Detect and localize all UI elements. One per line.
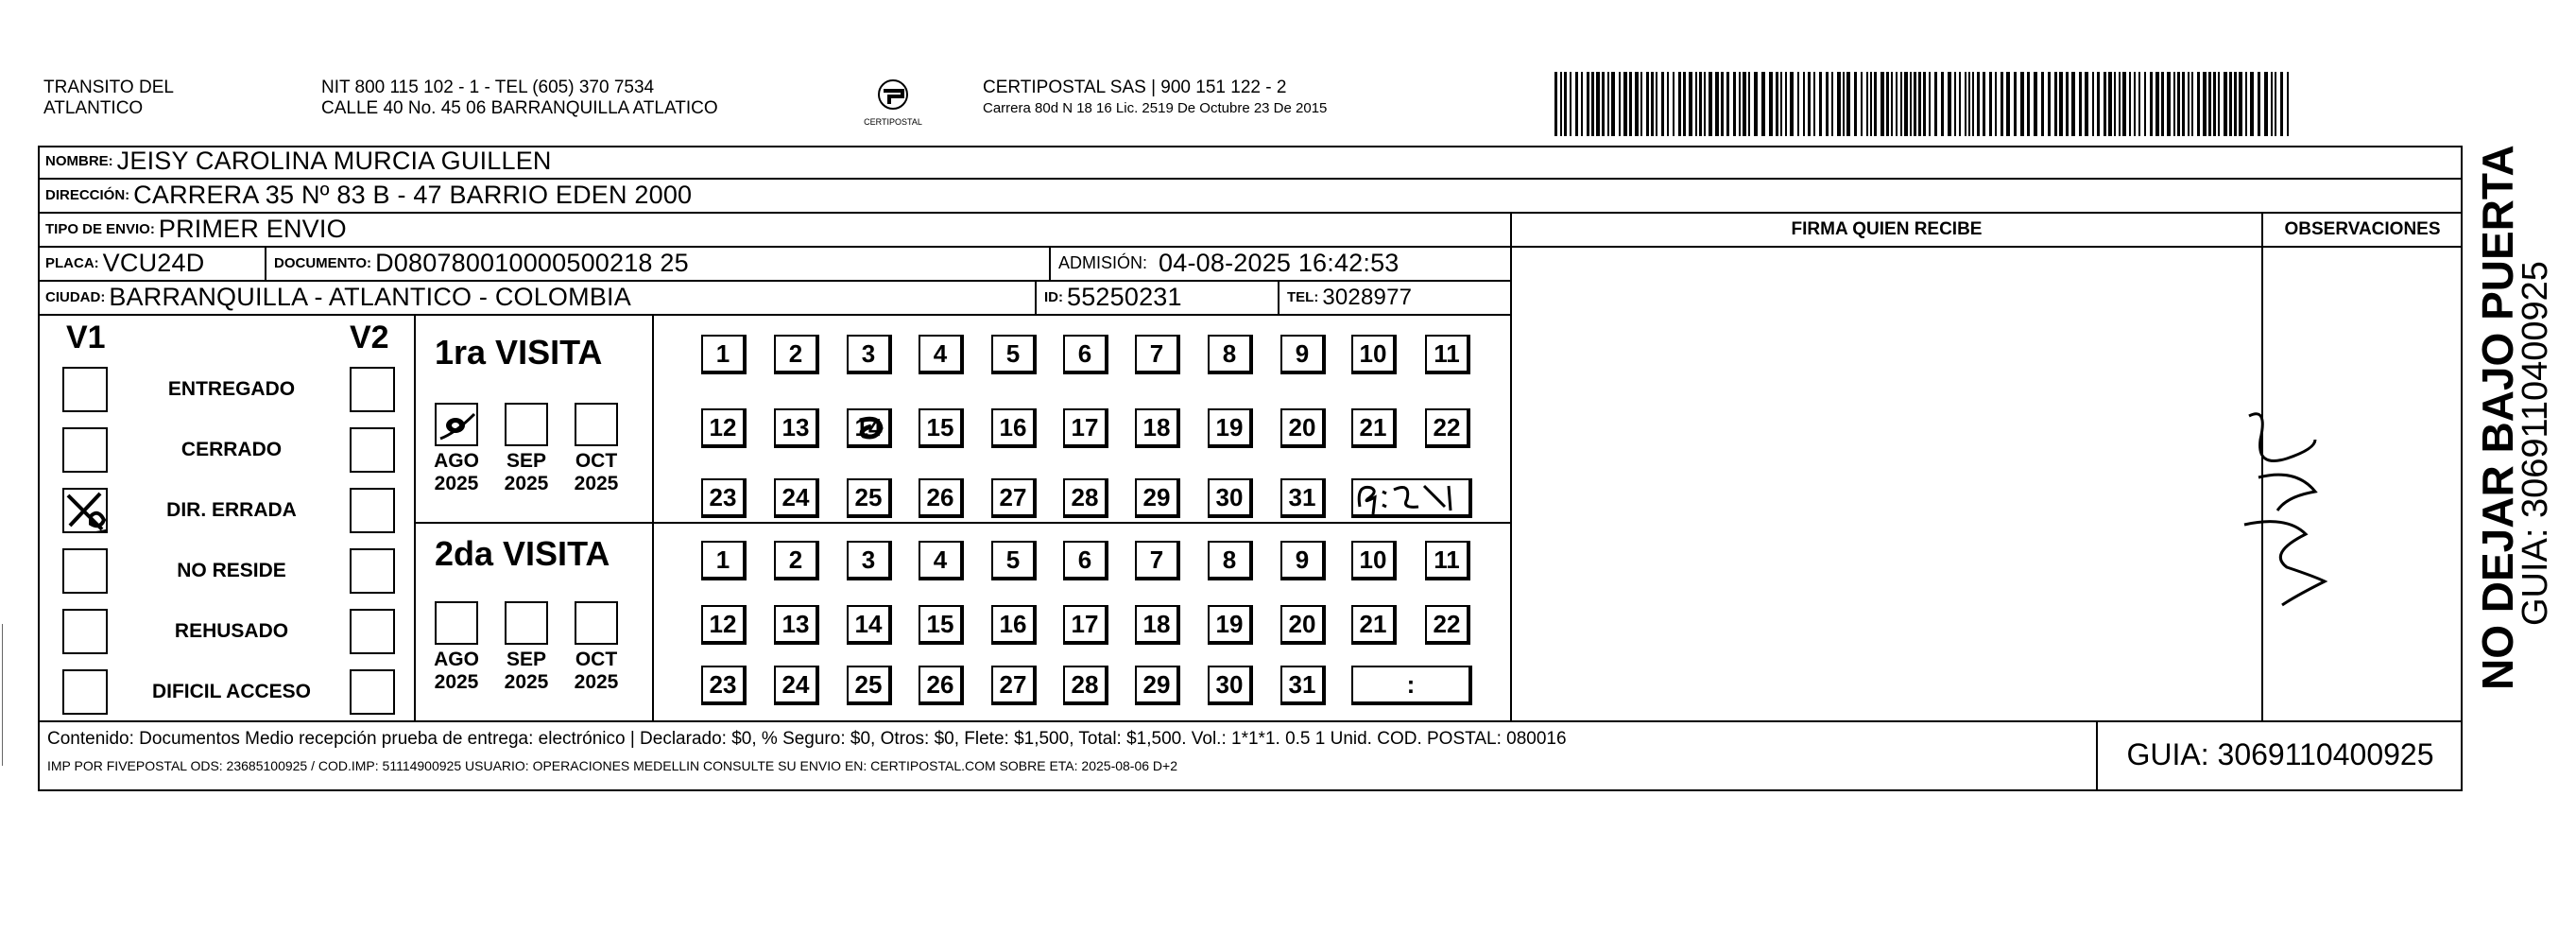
side-notice: NO DEJAR BAJO PUERTA	[2473, 145, 2522, 690]
day-box[interactable]: 18	[1135, 408, 1180, 448]
barcode-bar	[2054, 72, 2057, 136]
barcode-bar	[2271, 72, 2273, 136]
barcode-bar	[1619, 72, 1621, 136]
barcode-bar	[1769, 72, 1773, 136]
barcode-bar	[2197, 72, 2200, 136]
month-label: OCT 2025	[574, 450, 619, 494]
day-box[interactable]: 11	[1425, 541, 1470, 580]
status-label: DIFICIL ACCESO	[151, 681, 311, 702]
v2-checkbox[interactable]	[350, 548, 395, 594]
side-guia: GUIA: 3069110400925	[2516, 261, 2555, 626]
v2-checkbox[interactable]	[350, 609, 395, 654]
day-box[interactable]: 21	[1351, 408, 1397, 448]
v1-checkbox[interactable]	[62, 548, 108, 594]
barcode-bar	[2041, 72, 2044, 136]
barcode-bar	[1587, 72, 1589, 136]
day-box[interactable]: 21	[1351, 605, 1397, 645]
barcode-bar	[1743, 72, 1746, 136]
ciudad-value: BARRANQUILLA - ATLANTICO - COLOMBIA	[109, 283, 631, 311]
org-line2: ATLANTICO	[43, 98, 144, 118]
v2-checkbox[interactable]	[350, 669, 395, 715]
placa-row	[40, 248, 204, 279]
barcode-bar	[1785, 72, 1787, 136]
barcode-bar	[1695, 72, 1697, 136]
day-box[interactable]: 8	[1208, 335, 1253, 374]
day-box[interactable]: 15	[919, 605, 964, 645]
barcode-bar	[2134, 72, 2136, 136]
day-box[interactable]: 13	[774, 605, 819, 645]
barcode-bar	[1581, 72, 1583, 136]
barcode-bar	[1891, 72, 1893, 136]
month-checkbox[interactable]	[505, 403, 548, 446]
barcode-bar	[1748, 72, 1750, 136]
nombre-value: JEISY CAROLINA MURCIA GUILLEN	[116, 147, 552, 175]
barcode-bar	[2245, 72, 2247, 136]
barcode-bar	[1623, 72, 1627, 136]
day-box[interactable]: 5	[991, 335, 1037, 374]
barcode-bar	[2203, 72, 2207, 136]
observaciones-header: OBSERVACIONES	[2284, 219, 2441, 239]
barcode-bar	[1570, 72, 1571, 136]
month-label: OCT 2025	[574, 649, 619, 693]
barcode	[1554, 72, 2301, 136]
barcode-bar	[2066, 72, 2069, 136]
nombre-label: NOMBRE:	[45, 153, 113, 169]
day-box[interactable]: 6	[1063, 541, 1108, 580]
day-mark-icon	[850, 411, 888, 445]
barcode-bar	[1709, 72, 1712, 136]
ciudad-label: CIUDAD:	[45, 289, 106, 305]
barcode-bar	[1629, 72, 1632, 136]
observaciones-handwriting	[2230, 402, 2372, 619]
barcode-bar	[2188, 72, 2190, 136]
barcode-bar	[2114, 72, 2116, 136]
barcode-bar	[2034, 72, 2037, 136]
barcode-bar	[1560, 72, 1562, 136]
day-box[interactable]: 16	[991, 605, 1037, 645]
barcode-bar	[1948, 72, 1951, 136]
barcode-bar	[1667, 72, 1669, 136]
barcode-bar	[1761, 72, 1765, 136]
placa-label: PLACA:	[45, 255, 99, 271]
barcode-bar	[2275, 72, 2276, 136]
barcode-bar	[1870, 72, 1872, 136]
barcode-bar	[2129, 72, 2131, 136]
barcode-bar	[2119, 72, 2121, 136]
day-box[interactable]: 22	[1425, 408, 1470, 448]
day-box[interactable]: 27	[991, 478, 1037, 518]
visit-time-box[interactable]	[1351, 478, 1472, 518]
day-box[interactable]: 26	[919, 666, 964, 705]
day-box[interactable]: 7	[1135, 335, 1180, 374]
barcode-bar	[1673, 72, 1674, 136]
barcode-bar	[1837, 72, 1841, 136]
barcode-bar	[1790, 72, 1794, 136]
barcode-bar	[1983, 72, 1985, 136]
barcode-bar	[1596, 72, 1600, 136]
month-checkbox[interactable]	[505, 601, 548, 645]
status-label: DIR. ERRADA	[166, 499, 297, 521]
tel-value: 3028977	[1322, 284, 1413, 310]
footer-contents: Contenido: Documentos Medio recepción prueba de entrega: electrónico | Declarado: $0, % Seguro: $0, Otros: $0, Flete: $1,500, Total: $1,500. Vol.: 1*1*1. 0.5 1 Unid. COD. POSTAL: 080016	[47, 729, 1567, 749]
barcode-bar	[1704, 72, 1706, 136]
day-box[interactable]: 4	[919, 335, 964, 374]
documento-row	[268, 248, 689, 279]
day-box[interactable]: 2	[774, 541, 819, 580]
v1-checkbox[interactable]	[62, 669, 108, 715]
footer-imp: IMP POR FIVEPOSTAL ODS: 23685100925 / COD.IMP: 51114900925 USUARIO: OPERACIONES MEDELLIN CONSULTE SU ENVIO EN: CERTIPOSTAL.COM SOBRE ETA: 2025-08-06 D+2	[47, 758, 1178, 773]
barcode-bar	[2027, 72, 2030, 136]
barcode-bar	[1886, 72, 1889, 136]
day-box[interactable]: 14	[847, 408, 892, 448]
barcode-bar	[1776, 72, 1778, 136]
nombre-row	[40, 146, 552, 177]
barcode-bar	[1797, 72, 1799, 136]
direccion-label: DIRECCIÓN:	[45, 187, 130, 203]
day-box[interactable]: 5	[991, 541, 1037, 580]
org-contact	[321, 78, 718, 119]
tel-row	[1281, 282, 1412, 313]
barcode-bar	[2071, 72, 2075, 136]
day-box[interactable]: 23	[701, 666, 747, 705]
barcode-bar	[1640, 72, 1642, 136]
barcode-bar	[1914, 72, 1916, 136]
barcode-bar	[1646, 72, 1649, 136]
barcode-bar	[2213, 72, 2216, 136]
status-label: CERRADO	[180, 439, 283, 460]
day-box[interactable]: 24	[774, 478, 819, 518]
day-box[interactable]: 14	[847, 605, 892, 645]
barcode-bar	[1972, 72, 1974, 136]
barcode-bar	[2208, 72, 2211, 136]
tipo-label: TIPO DE ENVIO:	[45, 221, 155, 237]
barcode-bar	[1678, 72, 1681, 136]
barcode-bar	[1866, 72, 1868, 136]
day-box[interactable]: 31	[1280, 666, 1326, 705]
barcode-bar	[1904, 72, 1908, 136]
barcode-bar	[2150, 72, 2153, 136]
barcode-bar	[2191, 72, 2193, 136]
barcode-bar	[2122, 72, 2126, 136]
firma-header: FIRMA QUIEN RECIBE	[1791, 219, 1983, 239]
barcode-bar	[2001, 72, 2003, 136]
barcode-bar	[1726, 72, 1729, 136]
documento-label: DOCUMENTO:	[274, 255, 372, 271]
day-box[interactable]: 22	[1425, 605, 1470, 645]
barcode-bar	[1656, 72, 1657, 136]
barcode-bar	[1699, 72, 1702, 136]
barcode-bar	[2108, 72, 2112, 136]
second-visit-title: 2da VISITA	[435, 534, 610, 573]
admision-label: ADMISIÓN:	[1058, 253, 1148, 272]
barcode-bar	[1954, 72, 1956, 136]
month-label: SEP 2025	[504, 450, 549, 494]
day-box[interactable]: 24	[774, 666, 819, 705]
day-box[interactable]: 4	[919, 541, 964, 580]
admision-value: 04-08-2025 16:42:53	[1159, 249, 1400, 277]
month-checkbox[interactable]	[435, 601, 478, 645]
barcode-bar	[2144, 72, 2146, 136]
barcode-bar	[1602, 72, 1605, 136]
tel-label: TEL:	[1287, 289, 1319, 305]
barcode-bar	[2155, 72, 2159, 136]
barcode-bar	[1896, 72, 1898, 136]
barcode-bar	[2006, 72, 2010, 136]
day-box[interactable]: 31	[1280, 478, 1326, 518]
barcode-bar	[1959, 72, 1961, 136]
day-box[interactable]: 28	[1063, 478, 1108, 518]
v1-checkbox[interactable]	[62, 609, 108, 654]
barcode-bar	[1754, 72, 1758, 136]
day-box[interactable]: 1	[701, 541, 747, 580]
company-sub: Carrera 80d N 18 16 Lic. 2519 De Octubre 23 De 2015	[983, 100, 1328, 116]
barcode-bar	[2138, 72, 2140, 136]
day-box[interactable]: 3	[847, 541, 892, 580]
tipo-value: PRIMER ENVIO	[158, 215, 347, 243]
barcode-bar	[1861, 72, 1863, 136]
v2-header: V2	[350, 320, 389, 355]
barcode-bar	[1880, 72, 1884, 136]
day-box[interactable]: 11	[1425, 335, 1470, 374]
barcode-bar	[2173, 72, 2175, 136]
barcode-bar	[2079, 72, 2082, 136]
barcode-bar	[1977, 72, 1980, 136]
barcode-bar	[1739, 72, 1741, 136]
barcode-bar	[1564, 72, 1567, 136]
v2-checkbox[interactable]	[350, 427, 395, 473]
certipostal-logo-icon	[846, 76, 940, 130]
barcode-bar	[1808, 72, 1811, 136]
month-checkbox[interactable]	[575, 403, 618, 446]
barcode-bar	[1918, 72, 1921, 136]
barcode-bar	[1989, 72, 1992, 136]
barcode-bar	[2104, 72, 2106, 136]
month-checkbox[interactable]	[575, 601, 618, 645]
day-box[interactable]: 17	[1063, 605, 1108, 645]
nit-line: NIT 800 115 102 - 1 - TEL (605) 370 7534	[321, 78, 655, 97]
day-box[interactable]: 29	[1135, 666, 1180, 705]
barcode-bar	[1819, 72, 1822, 136]
barcode-bar	[2258, 72, 2260, 136]
barcode-bar	[2014, 72, 2017, 136]
day-box[interactable]: 29	[1135, 478, 1180, 518]
barcode-bar	[1831, 72, 1833, 136]
day-box[interactable]: 7	[1135, 541, 1180, 580]
day-box[interactable]: 15	[919, 408, 964, 448]
barcode-bar	[1661, 72, 1664, 136]
barcode-bar	[1689, 72, 1692, 136]
day-box[interactable]: 18	[1135, 605, 1180, 645]
barcode-bar	[1854, 72, 1857, 136]
barcode-bar	[1651, 72, 1654, 136]
day-box[interactable]: 10	[1351, 541, 1397, 580]
day-box[interactable]: 25	[847, 666, 892, 705]
day-box[interactable]: 27	[991, 666, 1037, 705]
day-box[interactable]: 16	[991, 408, 1037, 448]
v2-checkbox[interactable]	[350, 488, 395, 533]
admision-row	[1053, 248, 1400, 279]
status-label: ENTREGADO	[167, 378, 296, 400]
barcode-bar	[2234, 72, 2237, 136]
logo-text: CERTIPOSTAL	[864, 117, 922, 127]
org-name	[43, 78, 174, 119]
day-box[interactable]: 30	[1208, 478, 1253, 518]
day-box[interactable]: 12	[701, 605, 747, 645]
month-label: AGO 2025	[434, 450, 479, 494]
day-box[interactable]: 20	[1280, 605, 1326, 645]
month-label: SEP 2025	[504, 649, 549, 693]
barcode-bar	[1995, 72, 1997, 136]
day-box[interactable]: 17	[1063, 408, 1108, 448]
barcode-bar	[2229, 72, 2232, 136]
placa-value: VCU24D	[102, 249, 205, 277]
company-info	[983, 78, 1327, 119]
visit-time-box[interactable]: :	[1351, 666, 1472, 705]
day-box[interactable]: 2	[774, 335, 819, 374]
status-label: NO RESIDE	[177, 560, 286, 581]
v1-checkbox[interactable]	[62, 488, 108, 533]
barcode-bar	[1683, 72, 1686, 136]
day-box[interactable]: 25	[847, 478, 892, 518]
barcode-bar	[2085, 72, 2088, 136]
day-box[interactable]: 26	[919, 478, 964, 518]
barcode-bar	[2048, 72, 2051, 136]
day-box[interactable]: 6	[1063, 335, 1108, 374]
barcode-bar	[1968, 72, 1970, 136]
barcode-bar	[1965, 72, 1966, 136]
barcode-bar	[1910, 72, 1912, 136]
v2-checkbox[interactable]	[350, 367, 395, 412]
barcode-bar	[1813, 72, 1815, 136]
day-box[interactable]: 30	[1208, 666, 1253, 705]
day-box[interactable]: 28	[1063, 666, 1108, 705]
barcode-bar	[2218, 72, 2220, 136]
barcode-bar	[1900, 72, 1902, 136]
barcode-bar	[1575, 72, 1578, 136]
barcode-bar	[1591, 72, 1594, 136]
barcode-bar	[1874, 72, 1877, 136]
day-box[interactable]: 1	[701, 335, 747, 374]
barcode-bar	[2020, 72, 2024, 136]
barcode-bar	[1554, 72, 1557, 136]
barcode-bar	[1803, 72, 1805, 136]
tipo-row	[40, 214, 347, 245]
barcode-bar	[2167, 72, 2171, 136]
direccion-value: CARRERA 35 Nº 83 B - 47 BARRIO EDEN 2000	[133, 181, 693, 209]
barcode-bar	[2280, 72, 2283, 136]
status-label: REHUSADO	[174, 620, 289, 642]
barcode-bar	[2161, 72, 2164, 136]
id-value: 55250231	[1067, 283, 1182, 311]
barcode-bar	[2182, 72, 2185, 136]
barcode-bar	[2097, 72, 2100, 136]
direccion-row	[40, 180, 692, 211]
org-line1: TRANSITO DEL	[43, 78, 174, 97]
day-box[interactable]: 3	[847, 335, 892, 374]
day-box[interactable]: 8	[1208, 541, 1253, 580]
certipostal-logo	[846, 76, 940, 130]
month-label: AGO 2025	[434, 649, 479, 693]
barcode-bar	[1611, 72, 1615, 136]
address-line: CALLE 40 No. 45 06 BARRANQUILLA ATLATICO	[321, 98, 718, 118]
day-box[interactable]: 23	[701, 478, 747, 518]
barcode-bar	[2177, 72, 2180, 136]
barcode-bar	[2092, 72, 2094, 136]
v1-checkbox[interactable]	[62, 427, 108, 473]
barcode-bar	[1780, 72, 1782, 136]
day-box[interactable]: 9	[1280, 335, 1326, 374]
day-box[interactable]: 20	[1280, 408, 1326, 448]
barcode-bar	[1635, 72, 1639, 136]
barcode-bar	[1941, 72, 1944, 136]
v1-header: V1	[66, 320, 106, 355]
day-box[interactable]: 12	[701, 408, 747, 448]
barcode-bar	[1929, 72, 1931, 136]
documento-value: D080780010000500218 25	[375, 249, 689, 277]
day-box[interactable]: 10	[1351, 335, 1397, 374]
barcode-bar	[2059, 72, 2063, 136]
month-checkbox[interactable]	[435, 403, 478, 446]
id-row	[1039, 282, 1182, 313]
v1-checkbox[interactable]	[62, 367, 108, 412]
barcode-bar	[1715, 72, 1719, 136]
barcode-bar	[1733, 72, 1736, 136]
day-box[interactable]: 19	[1208, 408, 1253, 448]
ciudad-row	[40, 282, 631, 313]
day-box[interactable]: 13	[774, 408, 819, 448]
barcode-bar	[1826, 72, 1829, 136]
barcode-bar	[1923, 72, 1926, 136]
barcode-bar	[2287, 72, 2289, 136]
barcode-bar	[2239, 72, 2242, 136]
barcode-bar	[1843, 72, 1845, 136]
barcode-bar	[1846, 72, 1850, 136]
barcode-bar	[1721, 72, 1724, 136]
company-line: CERTIPOSTAL SAS | 900 151 122 - 2	[983, 78, 1287, 97]
first-visit-title: 1ra VISITA	[435, 333, 603, 372]
barcode-bar	[2264, 72, 2268, 136]
day-box[interactable]: 9	[1280, 541, 1326, 580]
barcode-bar	[1934, 72, 1937, 136]
barcode-bar	[1607, 72, 1609, 136]
footer-guia: GUIA: 3069110400925	[2126, 737, 2434, 771]
day-box[interactable]: 19	[1208, 605, 1253, 645]
barcode-bar	[2250, 72, 2254, 136]
barcode-bar	[2224, 72, 2227, 136]
id-label: ID:	[1044, 289, 1063, 305]
